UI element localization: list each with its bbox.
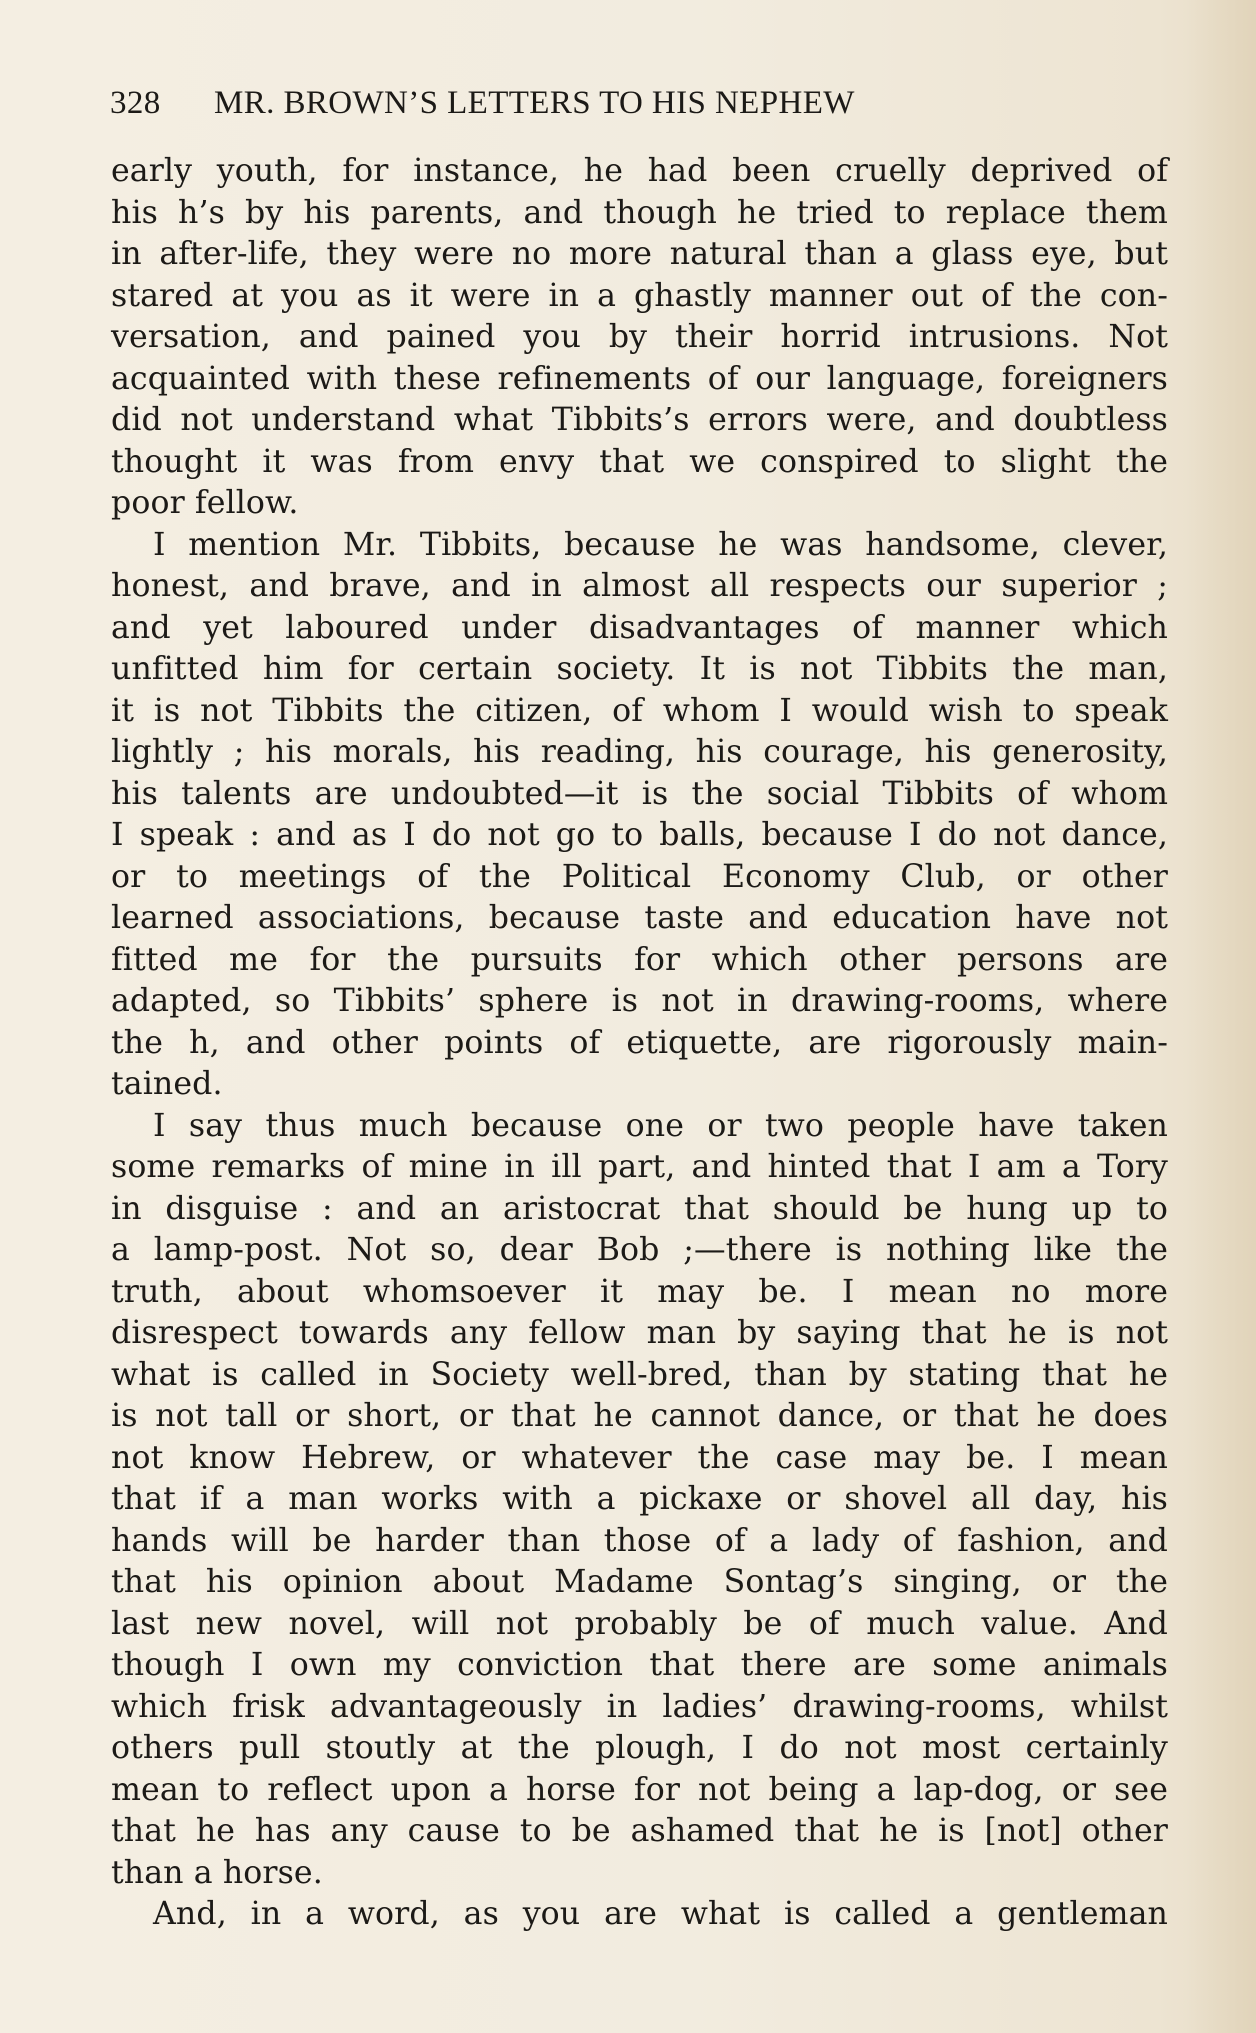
text-line: though I own my conviction that there are some animals bbox=[111, 1647, 1168, 1683]
text-line: his talents are undoubted—it is the social Tibbits of whom bbox=[111, 775, 1168, 812]
text-line: in disguise : and an aristocrat that should be hung up to bbox=[111, 1190, 1168, 1227]
page-number: 328 bbox=[110, 85, 161, 121]
text-line: fitted me for the pursuits for which other persons are bbox=[111, 941, 1168, 978]
text-line: honest, and brave, and in almost all respects our superior ; bbox=[111, 568, 1168, 604]
text-line: truth, about whomsoever it may be. I mean no more bbox=[111, 1273, 1168, 1310]
paragraph bbox=[111, 1894, 1168, 1936]
text-line: early youth, for instance, he had been cruelly deprived of bbox=[111, 153, 1168, 189]
running-title: MR. BROWN’S LETTERS TO HIS NEPHEW bbox=[214, 85, 855, 121]
text-line: stared at you as it were in a ghastly manner out of the con- bbox=[111, 277, 1168, 314]
text-line: thought it was from envy that we conspired to slight the bbox=[111, 443, 1168, 480]
text-line: lightly ; his morals, his reading, his courage, his generosity, bbox=[111, 734, 1168, 770]
text-line: the h, and other points of etiquette, are rigorously main- bbox=[111, 1024, 1168, 1061]
body-text bbox=[111, 151, 1168, 1936]
text-line: that if a man works with a pickaxe or shovel all day, his bbox=[111, 1481, 1168, 1517]
text-line: did not understand what Tibbits’s errors were, and doubtless bbox=[111, 402, 1168, 438]
text-line: others pull stoutly at the plough, I do not most certainly bbox=[111, 1730, 1168, 1766]
text-line: not know Hebrew, or whatever the case may be. I mean bbox=[111, 1439, 1168, 1476]
text-line: which frisk advantageously in ladies’ drawing-rooms, whilst bbox=[111, 1688, 1168, 1725]
text-line: hands will be harder than those of a lady of fashion, and bbox=[111, 1522, 1168, 1559]
text-line: And, in a word, as you are what is called a gentleman bbox=[153, 1896, 1168, 1932]
text-line: that he has any cause to be ashamed that he is [not] other bbox=[111, 1813, 1168, 1849]
text-line: I mention Mr. Tibbits, because he was handsome, clever, bbox=[153, 526, 1168, 563]
text-line: than a horse. bbox=[111, 1854, 323, 1891]
text-line: unfitted him for certain society. It is not Tibbits the man, bbox=[111, 651, 1168, 687]
text-line: disrespect towards any fellow man by saying that he is not bbox=[111, 1315, 1168, 1351]
text-line: I speak : and as I do not go to balls, because I do not dance, bbox=[111, 817, 1168, 853]
running-head bbox=[110, 78, 1170, 128]
text-line: learned associations, because taste and education have not bbox=[111, 900, 1168, 936]
page-edge-shadow bbox=[1186, 0, 1256, 2033]
text-line: last new novel, will not probably be of much value. And bbox=[111, 1605, 1168, 1642]
text-line: some remarks of mine in ill part, and hinted that I am a Tory bbox=[111, 1149, 1168, 1185]
text-line: it is not Tibbits the citizen, of whom I would wish to speak bbox=[111, 692, 1168, 729]
text-line: tained. bbox=[111, 1066, 223, 1102]
text-line: or to meetings of the Political Economy Club, or other bbox=[111, 858, 1168, 895]
text-line: is not tall or short, or that he cannot dance, or that he does bbox=[111, 1398, 1168, 1434]
text-line: what is called in Society well-bred, than by stating that he bbox=[111, 1356, 1168, 1393]
text-line: acquainted with these refinements of our language, foreigners bbox=[111, 360, 1168, 397]
text-line: poor fellow. bbox=[111, 485, 299, 521]
text-line: in after-life, they were no more natural than a glass eye, but bbox=[111, 236, 1168, 272]
text-line: that his opinion about Madame Sontag’s singing, or the bbox=[111, 1564, 1168, 1600]
text-line: his h’s by his parents, and though he tried to replace them bbox=[111, 194, 1168, 231]
text-line: adapted, so Tibbits’ sphere is not in drawing-rooms, where bbox=[111, 983, 1168, 1019]
text-line: a lamp-post. Not so, dear Bob ;—there is nothing like the bbox=[111, 1232, 1168, 1268]
text-line: and yet laboured under disadvantages of manner which bbox=[111, 609, 1168, 646]
paragraph bbox=[111, 151, 1168, 525]
text-line: versation, and pained you by their horrid intrusions. Not bbox=[111, 319, 1168, 355]
text-line: mean to reflect upon a horse for not being a lap-dog, or see bbox=[111, 1771, 1168, 1808]
paragraph bbox=[111, 525, 1168, 1106]
text-line: I say thus much because one or two people have taken bbox=[153, 1107, 1168, 1144]
paragraph bbox=[111, 1106, 1168, 1895]
